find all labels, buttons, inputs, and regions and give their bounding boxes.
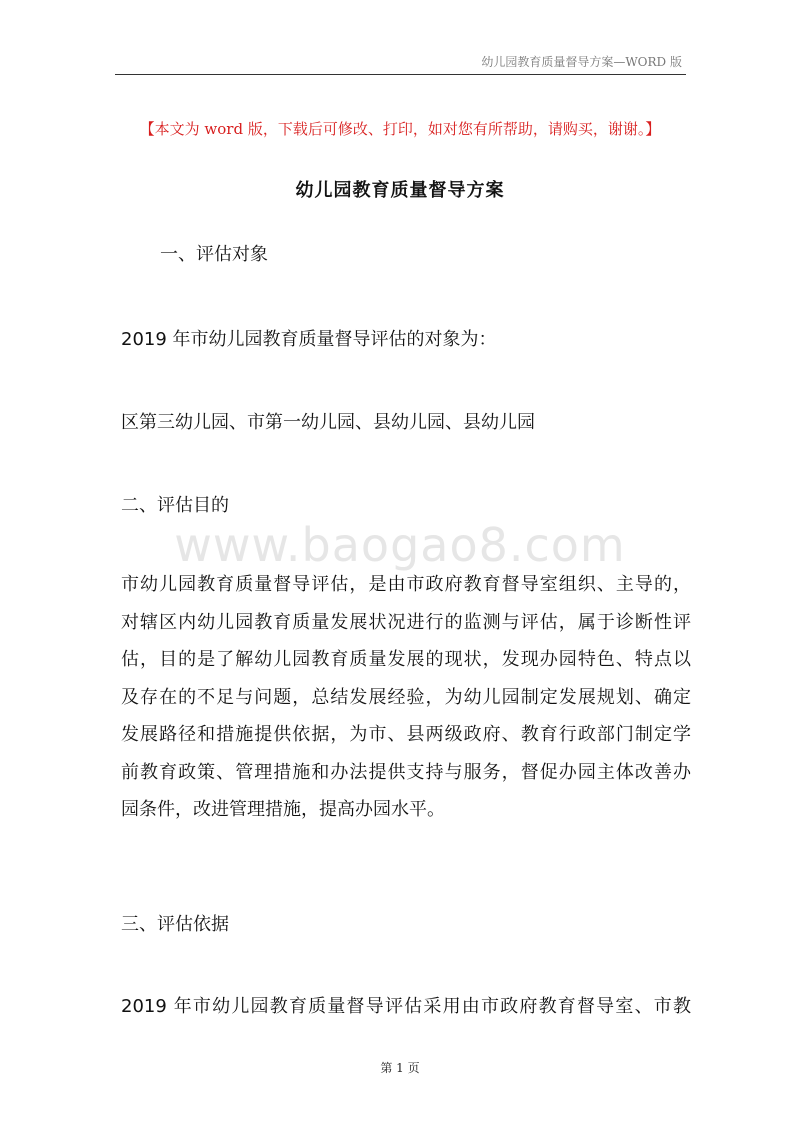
section-1-list: 区第三幼儿园、市第一幼儿园、县幼儿园、县幼儿园 [121,412,535,433]
section-2-heading: 二、评估目的 [121,495,229,516]
paragraph-line: 2019 年市幼儿园教育质量督导评估采用由市政府教育督导室、市教 [121,996,691,1017]
paragraph-line: 发展路径和措施提供依据，为市、县两级政府、教育行政部门制定学 [121,724,691,745]
section-1-intro: 2019 年市幼儿园教育质量督导评估的对象为： [121,329,497,350]
paragraph-line: 对辖区内幼儿园教育质量发展状况进行的监测与评估，属于诊断性评 [121,611,691,633]
paragraph-line: 园条件，改进管理措施，提高办园水平。 [121,799,445,820]
page-number: 第 1 页 [380,1061,420,1075]
section-2-paragraph [121,566,691,829]
watermark: www.baogao8.com [174,518,626,572]
section-3-paragraph [121,988,691,1026]
header-divider [115,74,686,75]
section-3-heading: 三、评估依据 [121,914,229,935]
running-header: 幼儿园教育质量督导方案—WORD 版 [481,55,682,69]
paragraph-line: 前教育政策、管理措施和办法提供支持与服务，督促办园主体改善办 [121,761,691,783]
paragraph-line: 估，目的是了解幼儿园教育质量发展的现状，发现办园特色、特点以 [121,649,691,670]
purchase-notice: 【本文为 word 版，下载后可修改、打印，如对您有所帮助，请购买，谢谢。】 [139,120,661,138]
paragraph-line: 及存在的不足与问题，总结发展经验，为幼儿园制定发展规划、确定 [121,686,691,708]
section-1-heading: 一、评估对象 [160,244,268,265]
page-title: 幼儿园教育质量督导方案 [295,180,505,201]
paragraph-line: 市幼儿园教育质量督导评估，是由市政府教育督导室组织、主导的， [121,574,691,595]
